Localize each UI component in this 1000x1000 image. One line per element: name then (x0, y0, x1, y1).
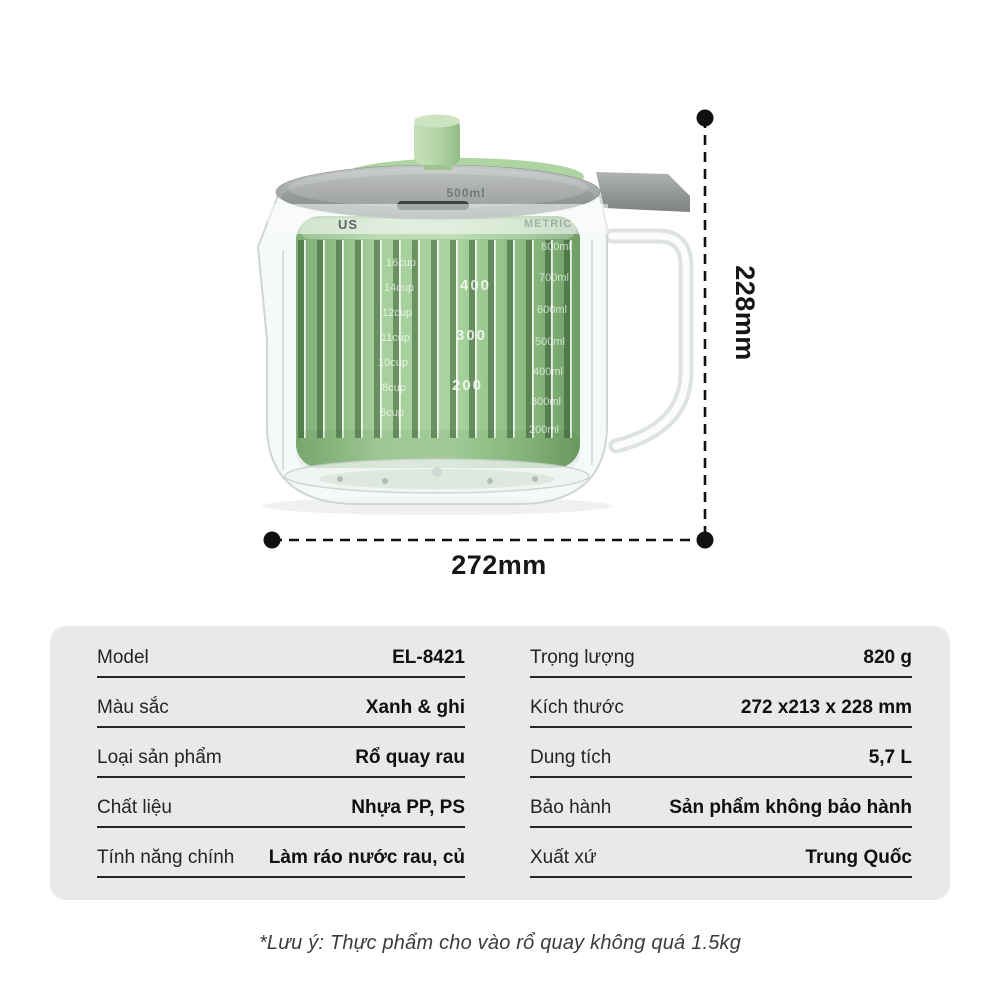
spec-label: Bảo hành (530, 797, 612, 818)
svg-text:200ml: 200ml (529, 424, 559, 436)
spec-label: Kích thước (530, 697, 624, 718)
jug-bottom-interior (285, 459, 589, 493)
svg-text:6cup: 6cup (380, 407, 404, 419)
spec-value: Sản phẩm không bảo hành (669, 797, 912, 818)
spec-label: Model (97, 647, 149, 668)
svg-text:14cup: 14cup (384, 282, 414, 294)
spec-row-material (97, 778, 465, 828)
rim-us-label: US (338, 217, 359, 232)
dimension-dot-top (697, 110, 714, 127)
rim-metric-label: METRIC (524, 218, 573, 230)
spec-row-product-type (97, 728, 465, 778)
lid-emboss-label: 500ml (446, 186, 486, 200)
spec-label: Màu sắc (97, 697, 169, 718)
spec-row-main-feature (97, 828, 465, 878)
spec-row-size (530, 678, 912, 728)
svg-text:300ml: 300ml (531, 396, 561, 408)
spec-label: Dung tích (530, 747, 612, 768)
spec-row-capacity (530, 728, 912, 778)
spec-column-left (97, 628, 465, 900)
spec-value: EL-8421 (392, 647, 465, 668)
footnote-note: *Lưu ý: Thực phẩm cho vào rổ quay không quá 1.5kg (258, 932, 742, 954)
spec-value: 820 g (863, 647, 912, 668)
spec-label: Trọng lượng (530, 647, 635, 668)
spec-value: Nhựa PP, PS (351, 797, 465, 818)
spec-label: Loại sản phẩm (97, 747, 222, 768)
svg-text:12cup: 12cup (382, 307, 412, 319)
salad-spinner-graphic (258, 115, 690, 505)
spec-value: Xanh & ghi (365, 697, 465, 718)
spec-panel (50, 626, 950, 900)
svg-text:300: 300 (456, 327, 488, 344)
spec-label: Tính năng chính (97, 847, 235, 868)
spinner-knob (414, 115, 460, 171)
svg-text:500ml: 500ml (535, 336, 565, 348)
spec-column-right (530, 628, 912, 900)
svg-text:700ml: 700ml (539, 272, 569, 284)
svg-text:800ml: 800ml (541, 241, 571, 253)
spec-value: Trung Quốc (805, 847, 912, 868)
dimension-dot-left (264, 532, 281, 549)
svg-text:11cup: 11cup (380, 332, 410, 344)
spec-value: Rổ quay rau (355, 747, 465, 768)
spec-row-warranty (530, 778, 912, 828)
spec-row-weight (530, 628, 912, 678)
spec-value: 272 x213 x 228 mm (740, 697, 912, 718)
spec-row-color (97, 678, 465, 728)
spec-row-origin (530, 828, 912, 878)
lid-handle-cap (596, 172, 690, 212)
jug-handle (612, 236, 686, 446)
svg-text:16cup: 16cup (386, 257, 416, 269)
spec-label: Xuất xứ (530, 847, 597, 868)
width-dimension-label: 272mm (451, 550, 547, 580)
height-dimension (697, 110, 761, 549)
svg-text:600ml: 600ml (537, 304, 567, 316)
width-dimension (264, 532, 706, 581)
svg-text:400ml: 400ml (533, 366, 563, 378)
svg-text:10cup: 10cup (378, 357, 408, 369)
svg-text:200: 200 (452, 377, 484, 394)
svg-text:8cup: 8cup (382, 382, 406, 394)
spec-row-model (97, 628, 465, 678)
svg-text:400: 400 (460, 277, 492, 294)
spec-value: 5,7 L (868, 747, 912, 768)
height-dimension-label: 228mm (730, 265, 760, 361)
spec-label: Chất liệu (97, 797, 172, 818)
spec-value: Làm ráo nước rau, củ (268, 847, 465, 868)
